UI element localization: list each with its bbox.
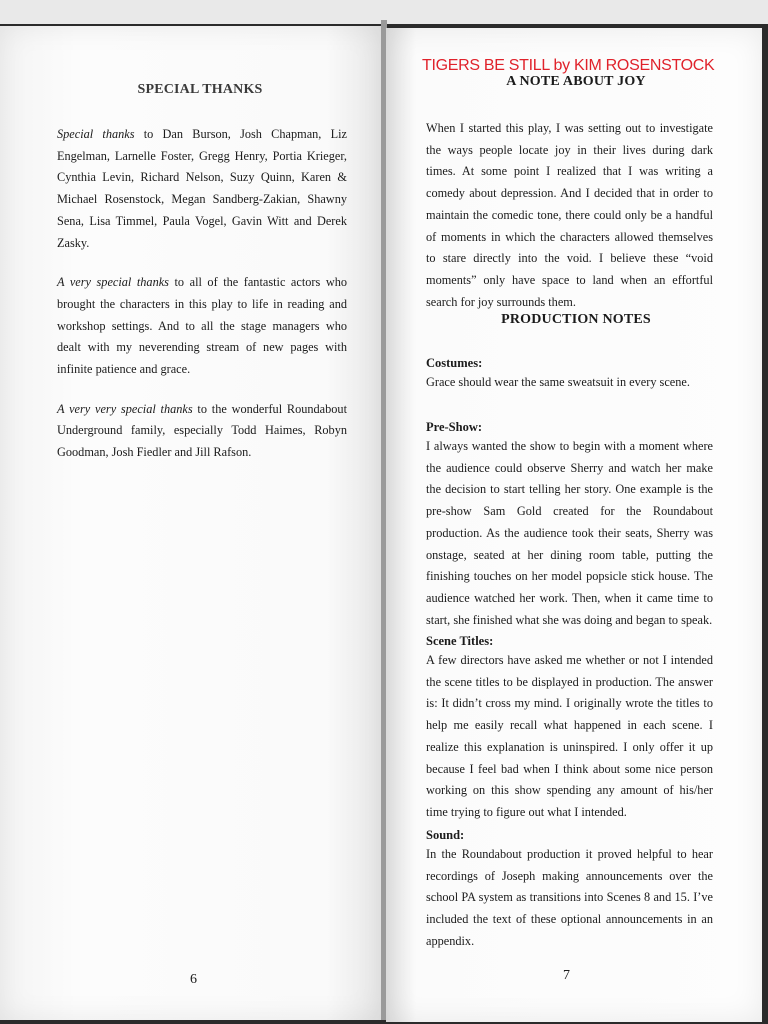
thanks-lead: Special thanks: [57, 127, 135, 141]
scene-titles-body: A few directors have asked me whether or not I intended the scene titles to be displayed in production. The answer is: It didn’t cross my mind. I originally wrote the titles to help me easily recall what happened in each scene. I realize this explanation is uninspired. I only offer it up because I feel bad when I think about some nice person working on this show spending any amount of his/her time trying to figure out what I intended.: [426, 653, 713, 819]
special-thanks-body: [57, 124, 347, 482]
preshow-body: I always wanted the show to begin with a moment where the audience could observe Sherry and watch her make the decision to start telling her story. One example is the pre-show Sam Gold created for the Roundabout production. As the audience took their seats, Sherry was onstage, seated at her dining room table, putting the finishing touches on her model popsicle stick house. The audience watched her work. Then, when it came time to start, she finished what she was doing and began to speak.: [426, 439, 713, 627]
thanks-paragraph: [57, 124, 347, 254]
sound-body: In the Roundabout production it proved helpful to hear recordings of Joseph making announcements over the school PA system as transitions into Scenes 8 and 15. I’ve included the text of these optional announcements in an appendix.: [426, 847, 713, 948]
page-number-right: 7: [563, 968, 570, 983]
scene-titles-heading: Scene Titles:: [426, 634, 494, 648]
note-about-joy-body: [426, 118, 713, 313]
thanks-text: to the wonderful Roundabout Underground family, especially Todd Haimes, Robyn Goodman, Josh Fiedler and Jill Rafson.: [57, 401, 347, 460]
page-number-left: 6: [190, 972, 197, 987]
costumes-heading: Costumes:: [426, 356, 483, 370]
special-thanks-title: SPECIAL THANKS: [137, 82, 263, 97]
thanks-paragraph: [57, 399, 347, 464]
production-notes-title: PRODUCTION NOTES: [501, 312, 651, 327]
thanks-lead: A very very special thanks: [57, 401, 193, 416]
sound-section: [426, 826, 713, 953]
left-page: [0, 26, 384, 1020]
preshow-section: [426, 418, 713, 631]
preshow-heading: Pre-Show:: [426, 420, 483, 434]
right-page: [386, 28, 762, 1022]
thanks-paragraph: [57, 272, 347, 381]
thanks-text: to Dan Burson, Josh Chapman, Liz Engelman, Larnelle Foster, Gregg Henry, Portia Krieger, Cynthia Levin, Richard Nelson, Suzy Quinn, Karen & Michael Rosenstock, Megan Sandberg-Zakian, Shawny Sena, Lisa Timmel, Paula Vogel, Gavin Witt and Derek Zasky.: [57, 127, 347, 250]
costumes-body: Grace should wear the same sweatsuit in every scene.: [426, 375, 690, 389]
sound-heading: Sound:: [426, 828, 465, 842]
note-about-joy-title: A NOTE ABOUT JOY: [506, 74, 646, 89]
thanks-text: to all of the fantastic actors who brought the characters in this play to life in reading and workshop settings. And to all the stage managers who dealt with my neverending stream of new pages with infinite patience and grace.: [57, 275, 347, 377]
costumes-section: [426, 354, 713, 394]
scene-titles-section: [426, 632, 713, 824]
play-title-overlay: TIGERS BE STILL by KIM ROSENSTOCK: [422, 57, 715, 74]
thanks-lead: A very special thanks: [57, 275, 169, 290]
joy-paragraph: When I started this play, I was setting out to investigate the ways people locate joy in their lives during dark times. At some point I realized that I was writing a comedy about depression. And I decided that in order to maintain the comedic tone, there could only be a handful of moments in which the characters allowed themselves to stare directly into the void. I believe these “void moments” only have space to land when an effortful search for joy surrounds them.: [426, 121, 713, 309]
